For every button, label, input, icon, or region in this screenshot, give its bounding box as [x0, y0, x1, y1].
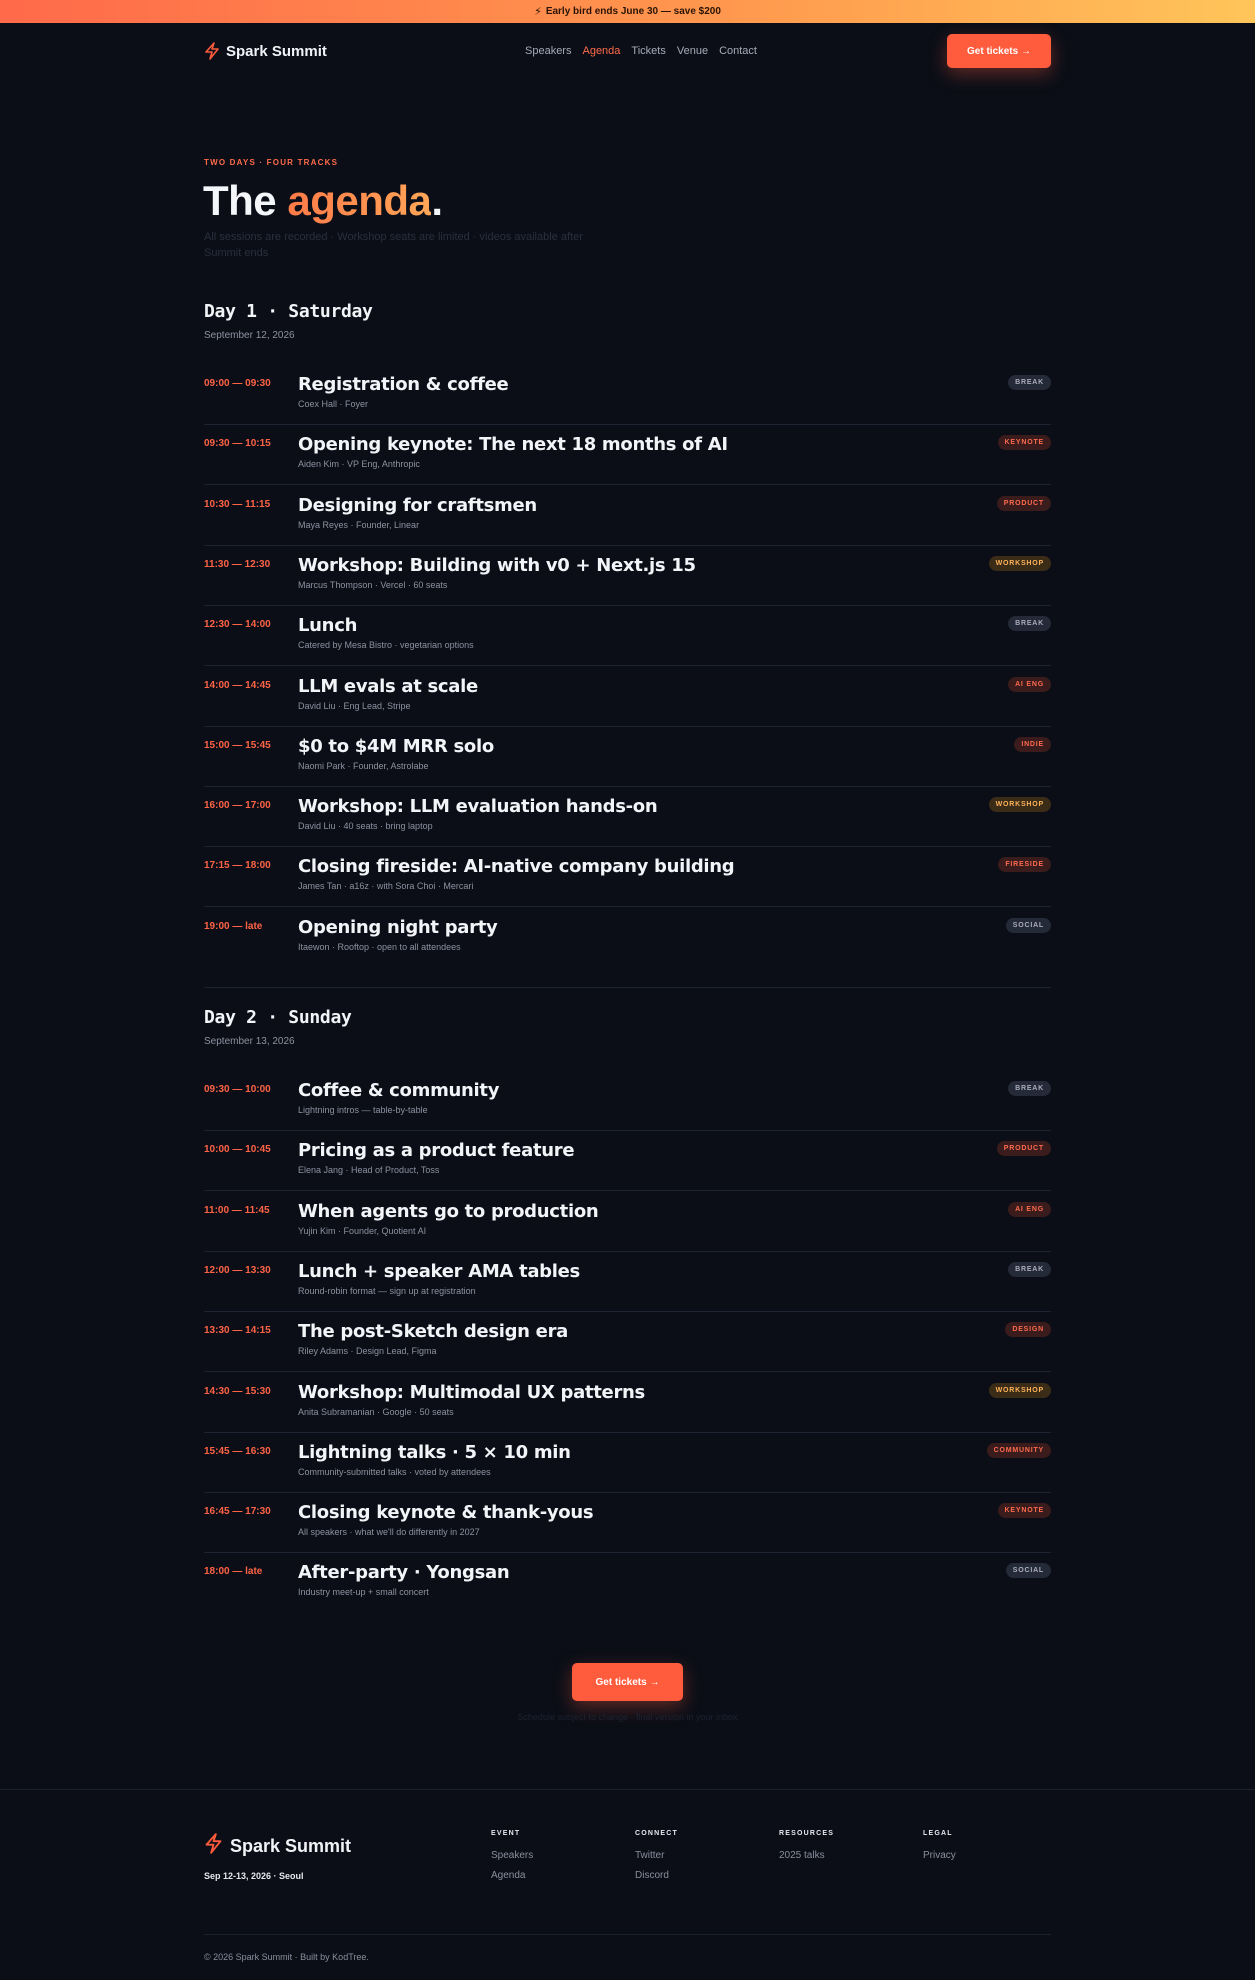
footer-brand-name: Spark Summit: [230, 1835, 352, 1856]
day-divider: [204, 987, 1051, 988]
cta-note: Schedule subject to change · final version in your inbox: [517, 1712, 738, 1722]
session-row[interactable]: [204, 727, 1051, 787]
session-tag-badge: KEYNOTE: [998, 1503, 1051, 1518]
session-row[interactable]: [204, 1252, 1051, 1312]
session-row[interactable]: [204, 546, 1051, 606]
session-title: $0 to $4M MRR solo: [298, 736, 494, 757]
session-tag-badge: BREAK: [1008, 616, 1051, 631]
session-row[interactable]: [204, 1071, 1051, 1131]
session-details: Industry meet-up + small concert: [298, 1587, 429, 1597]
session-row[interactable]: [204, 1433, 1051, 1493]
day-title: Day 1 · Saturday: [204, 301, 373, 322]
session-details: Aiden Kim · VP Eng, Anthropic: [298, 459, 420, 469]
session-details: Riley Adams · Design Lead, Figma: [298, 1346, 437, 1356]
session-time: 10:00 — 10:45: [204, 1144, 271, 1155]
session-row[interactable]: [204, 1553, 1051, 1613]
session-row[interactable]: [204, 1312, 1051, 1372]
day-header: [204, 1007, 352, 1047]
session-tag-badge: PRODUCT: [997, 496, 1051, 511]
session-row[interactable]: [204, 1493, 1051, 1553]
footer-heading: RESOURCES: [779, 1830, 835, 1837]
session-tag-badge: DESIGN: [1005, 1322, 1051, 1337]
footer-heading: CONNECT: [635, 1830, 679, 1837]
session-time: 11:00 — 11:45: [204, 1205, 270, 1216]
session-time: 09:00 — 09:30: [204, 378, 271, 389]
day-header: [204, 301, 373, 341]
session-details: James Tan · a16z · with Sora Choi · Mercari: [298, 881, 474, 891]
session-row[interactable]: [204, 1373, 1051, 1433]
session-time: 13:30 — 14:15: [204, 1325, 271, 1336]
page-title: [203, 176, 443, 226]
session-tag-badge: BREAK: [1008, 1262, 1051, 1277]
session-time: 14:00 — 14:45: [204, 680, 271, 691]
footer-link-agenda[interactable]: Agenda: [491, 1870, 526, 1881]
session-time: 11:30 — 12:30: [204, 559, 271, 570]
session-title: Workshop: Building with v0 + Next.js 15: [298, 555, 696, 576]
bolt-icon: ⚡: [534, 6, 542, 18]
session-tag-badge: SOCIAL: [1006, 1563, 1051, 1578]
session-details: Anita Subramanian · Google · 50 seats: [298, 1407, 454, 1417]
session-title: When agents go to production: [298, 1201, 599, 1222]
session-row[interactable]: [204, 1131, 1051, 1191]
session-details: Community-submitted talks · voted by attendees: [298, 1467, 491, 1477]
nav-link-venue[interactable]: Venue: [676, 45, 709, 57]
session-row[interactable]: [204, 1192, 1051, 1252]
brand-name: Spark Summit: [226, 42, 327, 60]
session-tag-badge: WORKSHOP: [989, 1383, 1051, 1398]
footer-link-privacy[interactable]: Privacy: [923, 1850, 956, 1861]
session-time: 19:00 — late: [204, 921, 263, 932]
session-title: Opening keynote: The next 18 months of AI: [298, 434, 728, 455]
day-date: September 12, 2026: [204, 330, 295, 341]
session-details: Elena Jang · Head of Product, Toss: [298, 1165, 440, 1175]
session-details: Round-robin format — sign up at registration: [298, 1286, 476, 1296]
hero-eyebrow: TWO DAYS · FOUR TRACKS: [204, 158, 339, 167]
session-row[interactable]: [204, 365, 1051, 425]
session-time: 09:30 — 10:15: [204, 438, 271, 449]
session-title: Coffee & community: [298, 1080, 500, 1101]
footer-link-twitter[interactable]: Twitter: [635, 1850, 665, 1861]
session-title: Closing fireside: AI-native company building: [298, 856, 735, 877]
session-row[interactable]: [204, 787, 1051, 847]
title-suffix: .: [431, 177, 443, 224]
session-time: 15:45 — 16:30: [204, 1446, 271, 1457]
session-row[interactable]: [204, 606, 1051, 666]
session-title: Registration & coffee: [298, 374, 509, 395]
session-title: After-party · Yongsan: [298, 1562, 510, 1583]
session-title: Lunch + speaker AMA tables: [298, 1261, 580, 1282]
session-details: Coex Hall · Foyer: [298, 399, 369, 409]
title-prefix: The: [203, 177, 288, 224]
hero-subtitle: All sessions are recorded · Workshop seats are limited · videos available after Summit ends: [204, 231, 583, 259]
session-time: 18:00 — late: [204, 1566, 263, 1577]
nav-links: [525, 45, 757, 57]
nav-link-contact[interactable]: Contact: [719, 45, 757, 57]
session-details: David Liu · 40 seats · bring laptop: [298, 821, 433, 831]
session-details: Lightning intros — table-by-table: [298, 1105, 428, 1115]
session-tag-badge: INDIE: [1014, 737, 1051, 752]
session-title: Pricing as a product feature: [298, 1140, 575, 1161]
footer-col-resources: [779, 1830, 834, 1870]
session-row[interactable]: [204, 908, 1051, 968]
footer-divider: [0, 1789, 1255, 1790]
bolt-icon: [204, 42, 220, 60]
session-time: 17:15 — 18:00: [204, 860, 271, 871]
announcement-text: Early bird ends June 30 — save $200: [545, 6, 721, 17]
footer-heading: LEGAL: [923, 1830, 953, 1837]
session-tag-badge: AI ENG: [1008, 677, 1051, 692]
session-tag-badge: SOCIAL: [1006, 918, 1051, 933]
session-title: Designing for craftsmen: [298, 495, 537, 516]
session-time: 12:00 — 13:30: [204, 1265, 271, 1276]
session-title: Lightning talks · 5 × 10 min: [298, 1442, 571, 1463]
footer-heading: EVENT: [491, 1830, 521, 1837]
day-title: Day 2 · Sunday: [204, 1007, 352, 1028]
session-tag-badge: BREAK: [1008, 375, 1051, 390]
footer-col-event: [491, 1830, 533, 1890]
session-time: 09:30 — 10:00: [204, 1084, 271, 1095]
session-title: Workshop: LLM evaluation hands-on: [298, 796, 658, 817]
nav-link-speakers[interactable]: Speakers: [525, 45, 572, 57]
session-details: Itaewon · Rooftop · open to all attendees: [298, 942, 461, 952]
session-details: All speakers · what we'll do differently in 2027: [298, 1527, 480, 1537]
session-title: LLM evals at scale: [298, 676, 478, 697]
footer-col-connect: [635, 1830, 678, 1890]
session-row[interactable]: [204, 486, 1051, 546]
title-accent: agenda: [287, 177, 432, 224]
session-details: Yujin Kim · Founder, Quotient AI: [298, 1226, 427, 1236]
session-title: The post-Sketch design era: [298, 1321, 568, 1342]
session-details: Marcus Thompson · Vercel · 60 seats: [298, 580, 448, 590]
footer-col-legal: [923, 1830, 956, 1870]
session-time: 14:30 — 15:30: [204, 1386, 271, 1397]
announcement-bar: [0, 0, 1255, 23]
session-title: Lunch: [298, 615, 358, 636]
session-details: Naomi Park · Founder, Astrolabe: [298, 761, 429, 771]
footer-link-2025-talks[interactable]: 2025 talks: [779, 1850, 825, 1861]
session-tag-badge: BREAK: [1008, 1081, 1051, 1096]
top-nav: [204, 34, 1051, 68]
session-title: Opening night party: [298, 917, 498, 938]
session-row[interactable]: [204, 847, 1051, 907]
session-tag-badge: WORKSHOP: [989, 556, 1051, 571]
session-tag-badge: AI ENG: [1008, 1202, 1051, 1217]
session-time: 16:45 — 17:30: [204, 1506, 271, 1517]
session-details: Maya Reyes · Founder, Linear: [298, 520, 420, 530]
footer-link-discord[interactable]: Discord: [635, 1870, 669, 1881]
session-tag-badge: COMMUNITY: [987, 1443, 1051, 1458]
session-tag-badge: WORKSHOP: [989, 797, 1051, 812]
session-tag-badge: FIRESIDE: [998, 857, 1051, 872]
session-time: 16:00 — 17:00: [204, 800, 271, 811]
get-tickets-cta-button[interactable]: Get tickets →: [572, 1663, 683, 1701]
session-details: David Liu · Eng Lead, Stripe: [298, 701, 411, 711]
footer-bottom-divider: [204, 1934, 1051, 1935]
session-time: 15:00 — 15:45: [204, 740, 271, 751]
session-row[interactable]: [204, 667, 1051, 727]
session-tag-badge: PRODUCT: [997, 1141, 1051, 1156]
copyright: © 2026 Spark Summit · Built by KodTree.: [204, 1952, 369, 1962]
session-title: Workshop: Multimodal UX patterns: [298, 1382, 645, 1403]
session-row[interactable]: [204, 425, 1051, 485]
get-tickets-button[interactable]: Get tickets →: [947, 34, 1051, 68]
nav-link-agenda[interactable]: Agenda: [582, 45, 621, 57]
session-details: Catered by Mesa Bistro · vegetarian options: [298, 640, 474, 650]
footer-link-speakers[interactable]: Speakers: [491, 1850, 534, 1861]
session-time: 12:30 — 14:00: [204, 619, 271, 630]
nav-link-tickets[interactable]: Tickets: [631, 45, 666, 57]
brand-logo[interactable]: [204, 42, 327, 60]
session-tag-badge: KEYNOTE: [998, 435, 1051, 450]
day-date: September 13, 2026: [204, 1036, 295, 1047]
session-time: 10:30 — 11:15: [204, 499, 271, 510]
footer-meta: Sep 12-13, 2026 · Seoul: [204, 1871, 304, 1881]
footer-brand[interactable]: [204, 1833, 351, 1859]
session-title: Closing keynote & thank-yous: [298, 1502, 594, 1523]
bolt-icon: [204, 1833, 223, 1859]
